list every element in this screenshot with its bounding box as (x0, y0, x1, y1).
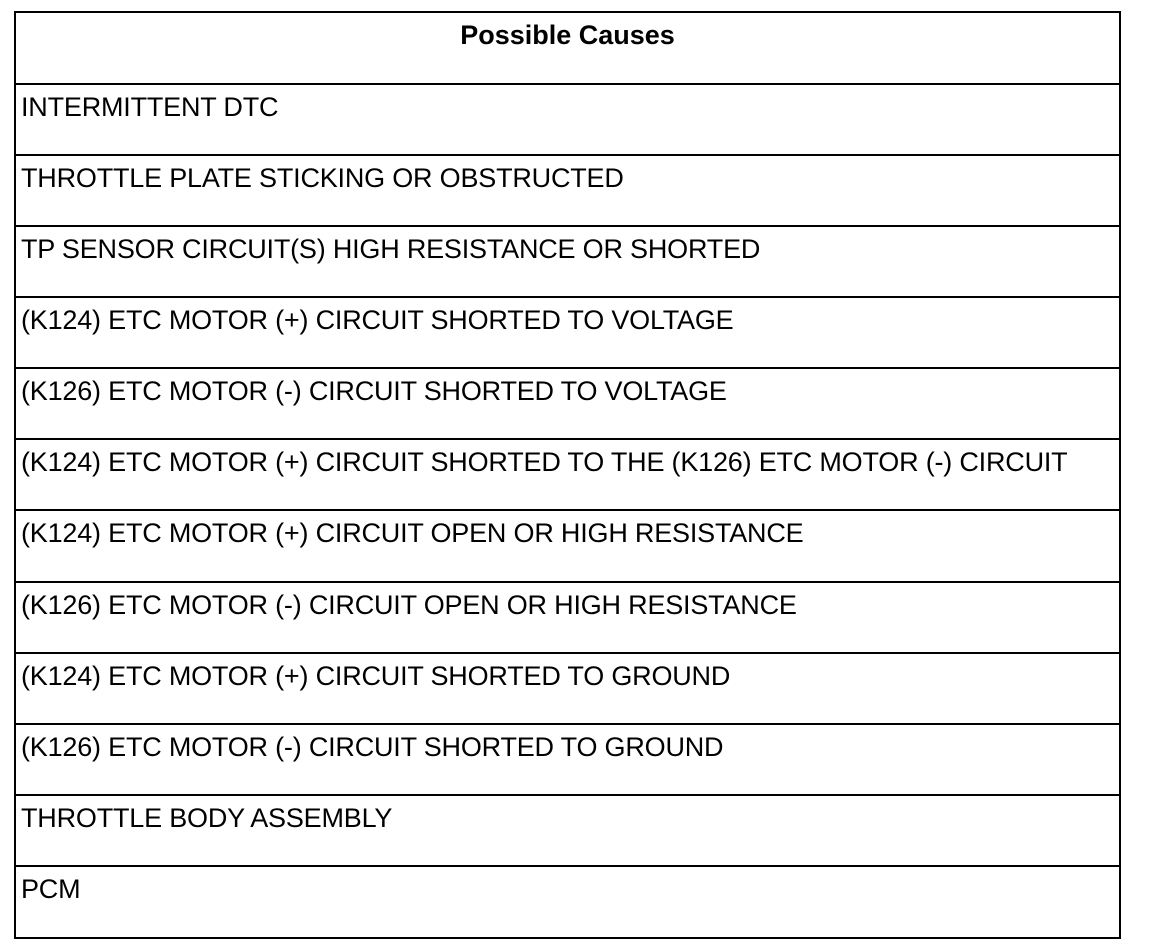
table-cell: (K126) ETC MOTOR (-) CIRCUIT SHORTED TO GROUND (16, 724, 1119, 795)
table-row (16, 510, 1119, 581)
table-row (16, 155, 1119, 226)
table-row (16, 866, 1119, 937)
table-cell: (K126) ETC MOTOR (-) CIRCUIT SHORTED TO VOLTAGE (16, 368, 1119, 439)
table-row (16, 368, 1119, 439)
table-cell: (K124) ETC MOTOR (+) CIRCUIT SHORTED TO THE (K126) ETC MOTOR (-) CIRCUIT (16, 439, 1119, 510)
table-cell: PCM (21, 873, 81, 904)
table-cell: (K126) ETC MOTOR (-) CIRCUIT OPEN OR HIGH RESISTANCE (16, 582, 1119, 653)
table-header-row (16, 13, 1119, 84)
table-row (16, 84, 1119, 155)
table-row (16, 795, 1119, 866)
table-row (16, 226, 1119, 297)
table-cell: THROTTLE BODY ASSEMBLY (16, 795, 1119, 866)
table-row (16, 653, 1119, 724)
table-row (16, 297, 1119, 368)
causes-table-grid (16, 13, 1119, 937)
table-cell: THROTTLE PLATE STICKING OR OBSTRUCTED (16, 155, 1119, 226)
table-cell: TP SENSOR CIRCUIT(S) HIGH RESISTANCE OR SHORTED (16, 226, 1119, 297)
table-row (16, 439, 1119, 510)
table-row (16, 724, 1119, 795)
table-cell: (K124) ETC MOTOR (+) CIRCUIT SHORTED TO VOLTAGE (16, 297, 1119, 368)
table-row (16, 582, 1119, 653)
column-header-possible-causes: Possible Causes (16, 13, 1119, 84)
table-cell: (K124) ETC MOTOR (+) CIRCUIT OPEN OR HIGH RESISTANCE (16, 510, 1119, 581)
table-cell: (K124) ETC MOTOR (+) CIRCUIT SHORTED TO GROUND (16, 653, 1119, 724)
table-cell: INTERMITTENT DTC (16, 84, 1119, 155)
possible-causes-table (14, 11, 1121, 939)
